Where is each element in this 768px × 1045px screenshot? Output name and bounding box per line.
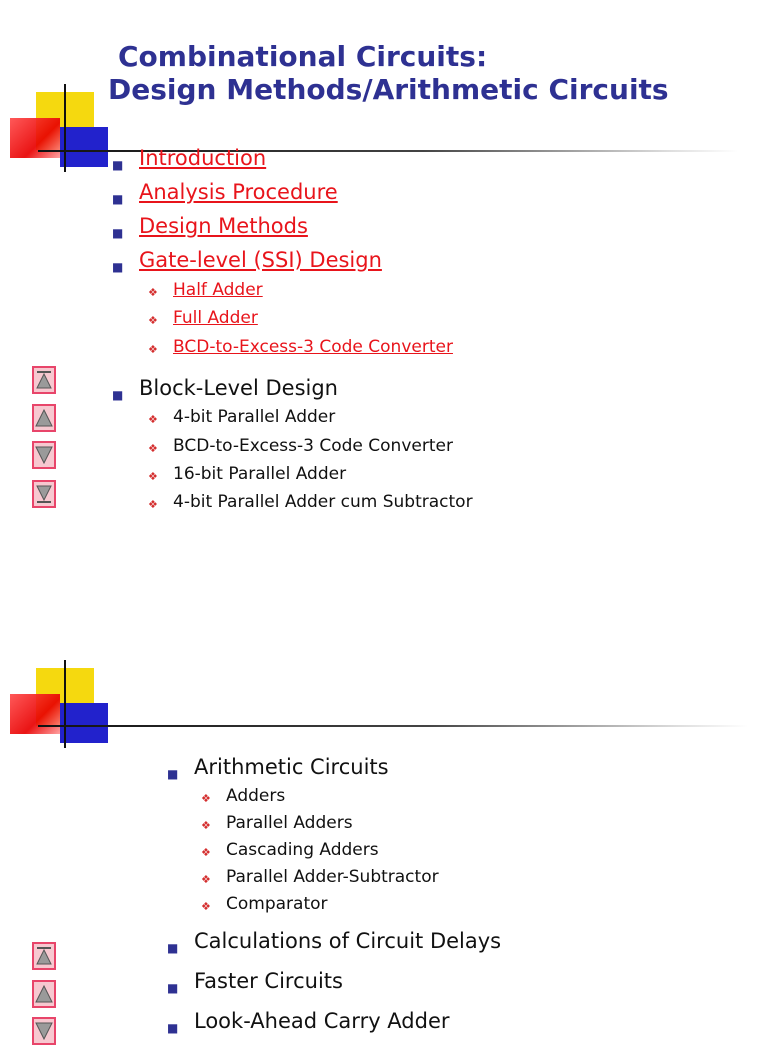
corner-red-square [10,118,60,158]
bcd-excess3-link[interactable]: BCD-to-Excess-3 Code Converter [173,337,453,357]
slide-1-title [108,40,669,106]
title-underline-rule [38,725,748,727]
corner-red-square [10,694,60,734]
previous-slide-button[interactable] [32,980,56,1008]
corner-blue-square [60,703,108,743]
title-line-2: Design Methods/Arithmetic Circuits [108,73,669,106]
block-level-design-label: Block-Level Design [139,376,338,400]
subtopic-bcd-excess3-link[interactable]: ❖ BCD-to-Excess-3 Code Converter [148,337,453,357]
next-slide-button[interactable] [32,1017,56,1045]
subtopic-16bit-parallel-adder: ❖ 16-bit Parallel Adder [148,464,347,484]
topic-design-methods[interactable]: ■ Design Methods [112,214,308,240]
subtopic-full-adder[interactable]: ❖ Full Adder [148,308,258,328]
slide-2 [0,600,768,1035]
full-adder-link[interactable]: Full Adder [173,308,258,328]
subtopic-4bit-parallel-adder: ❖ 4-bit Parallel Adder [148,407,336,427]
slide-2-topic-list [167,754,502,1035]
slide-1-topic-list [112,145,473,513]
last-slide-icon [34,482,54,506]
topic-gate-level-design[interactable]: ■ Gate-level (SSI) Design [112,248,382,274]
first-slide-icon [34,944,54,968]
subtopic-adder-cum-subtractor: ❖ 4-bit Parallel Adder cum Subtractor [148,492,473,512]
topic-introduction[interactable]: ■ Introduction [112,146,267,172]
gate-level-design-link[interactable]: Gate-level (SSI) Design [139,248,382,272]
introduction-link[interactable]: Introduction [139,146,267,170]
previous-slide-button[interactable] [32,404,56,432]
corner-vertical-rule [64,660,66,748]
topic-circuit-delays: ■ Calculations of Circuit Delays [167,929,502,955]
corner-vertical-rule [64,84,66,172]
topic-analysis-procedure[interactable]: ■ Analysis Procedure [112,180,338,206]
last-slide-button[interactable] [32,480,56,508]
topic-arithmetic-circuits: ■ Arithmetic Circuits [167,755,389,781]
topic-look-ahead-carry-adder: ■ Look-Ahead Carry Adder [167,1009,450,1035]
title-line-1: Combinational Circuits: [118,40,488,73]
half-adder-link[interactable]: Half Adder [173,280,263,300]
first-slide-button[interactable] [32,942,56,970]
subtopic-parallel-adder-subtractor: ❖ Parallel Adder-Subtractor [201,867,439,887]
next-slide-icon [34,1019,54,1043]
previous-slide-icon [34,406,54,430]
design-methods-link[interactable]: Design Methods [139,214,308,238]
analysis-procedure-link[interactable]: Analysis Procedure [139,180,338,204]
subtopic-half-adder[interactable]: ❖ Half Adder [148,280,263,300]
subtopic-adders: ❖ Adders [201,786,286,806]
subtopic-parallel-adders: ❖ Parallel Adders [201,813,353,833]
subtopic-cascading-adders: ❖ Cascading Adders [201,840,379,860]
next-slide-icon [34,443,54,467]
first-slide-icon [34,368,54,392]
topic-block-level-design: ■ Block-Level Design [112,376,338,402]
next-slide-button[interactable] [32,441,56,469]
topic-faster-circuits: ■ Faster Circuits [167,969,343,995]
subtopic-bcd-excess3: ❖ BCD-to-Excess-3 Code Converter [148,436,453,456]
first-slide-button[interactable] [32,366,56,394]
subtopic-comparator: ❖ Comparator [201,894,328,914]
corner-blue-square [60,127,108,167]
previous-slide-icon [34,982,54,1006]
